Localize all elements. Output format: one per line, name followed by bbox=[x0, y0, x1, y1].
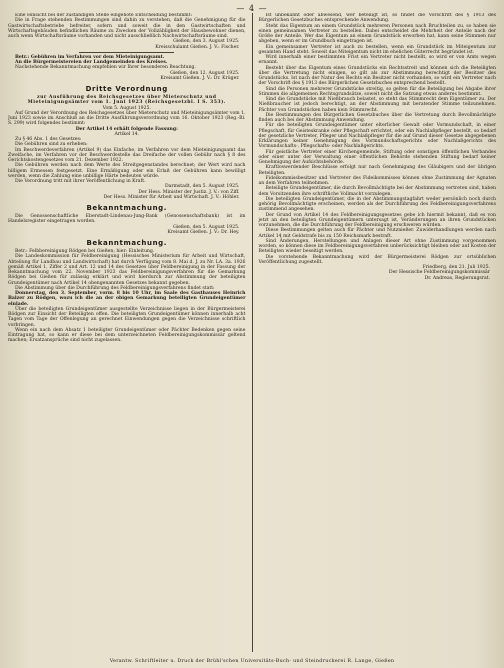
signature: Der Hessische Feldbereinigungskommissär bbox=[388, 270, 490, 276]
paragraph: Die Landeskommission für Feldbereinigung (Hessisches Ministerium für Arbeit und Wirtschaft, Abteilung für Landbau und Landwirtschaft) hat durch Verfügung vom 8. Mai d. J. zu Nr. LA. 3a. 1926 gemäß Artikel 1, Ziffer 2 und Art. 12 und 14 des Gesetzes über Feldbereinigung in der Fassung der Bekanntmachung vom 22. November 1923 das Feldbereinigungsverfahren für die Gemarkung Rödgen bei Gießen für zulässig erklärt und wird hierdurch zur Abstimmung der beteiligten Grundeigentümer nach Artikel 14 obengenannten Gesetzes bekannt gegeben. bbox=[8, 254, 246, 286]
paragraph: Die vorstehende Bekanntmachung wird der Bürgermeisterei Rödgen zur ortsüblichen Veröffentlichung zugestellt. bbox=[258, 254, 496, 265]
section-heading: Bekanntmachung. bbox=[86, 204, 168, 212]
divider bbox=[79, 52, 174, 53]
signature: Dr. Andreas, Regierungsrat. bbox=[424, 275, 490, 281]
signature: Der Hess. Minister der Justiz. J. V.: von Ziff. bbox=[138, 189, 240, 195]
signature: Der Hess. Minister für Arbeit und Wirtschaft. J. V.: Höhler. bbox=[103, 194, 240, 200]
paragraph: Eine Hinsicht bei der zuständigen Stelle eingehöte Entscheidung bestimmt: bbox=[15, 13, 193, 18]
paragraph: Sind die Personen mehrerer Grundstücke streitig, so gelten für die Beteiligung bei Abgabe ihrer Stimmen die allgemeinen Rechtsgrundsätze, soweit nicht die Satzung etwas anderes bestimmt. bbox=[258, 86, 496, 97]
paragraph: Über die beteiligten Grundeigentümer ausgestellte Verzeichnisse liegen in der Bürgermeisterei Rödgen zur Einsicht der Beteiligten offen. Die beteiligten Grundeigentümer können innerhalb acht Tagen vom Tage der Offenlegung an gerechnet Einwendungen gegen die Verzeichnisse schriftlich vorbringen. bbox=[8, 306, 246, 328]
paragraph: Kraftloswerdender Beschlüsse erfolgt nur nach Genehmigung des Gläubigers und der übrigen Beteiligten. bbox=[258, 165, 496, 176]
paragraph: Sind Änderungen, Herstellungen und Anlagen dieser Art ohne Zustimmung vorgenommen worden, so können diese im Feldbereinigungsverfahren unberücksichtigt bleiben oder auf Kosten der Beteiligten wieder beseitigt werden. bbox=[258, 238, 496, 255]
addressee-line: An die Bürgermeistereien der Landgemeinden des Kreises. bbox=[15, 60, 168, 65]
page-number: — 4 — bbox=[236, 4, 268, 13]
paragraph: Die Gebühren werden nach dem Werte des Streitgegenstandes berechnet; der Wert wird nach billigem Ermessen festgesetzt. Eine Ermäßigung oder ein Erlaß der Gebühren kann bewilligt werden, wenn die Zahlung eine unbillige Härte bedeuten würde. bbox=[8, 163, 246, 179]
paragraph: Für geistliche Vertreter einer Kirchengemeinde, Stiftung oder sonstigen öffentlichen Verbandes oder einer unter der Verwaltung einer öffentlichen Behörde stehenden Stiftung bedarf keiner Genehmigung der Aufsichtsbehörde. bbox=[258, 149, 496, 165]
date-line: Vom 5. August 1925. bbox=[102, 105, 151, 111]
right-column bbox=[253, 13, 497, 652]
article-line: Der Artikel 14 erhält folgende Fassung: bbox=[75, 126, 178, 132]
date-line: Gießen, den 3. August 1925. bbox=[173, 39, 240, 45]
paragraph: Wenn ein nach dem Absatz 1 beteiligter Grundeigentümer oder Pächter Bedenken gegen seine Eintragung hat, so kann er diese bei dem unterzeichneten Feldbereinigungskommissär geltend machen; Ersatzansprüche sind nicht zugelassen. bbox=[8, 327, 246, 344]
printer-imprint: Verantw. Schriftleiter u. Druck der Brühl'schen Universitäts-Buch- und Steindruckerei R. Lange, Gießen bbox=[109, 659, 395, 664]
paragraph: Die Bestimmungen des Bürgerlichen Gesetzbuches über die Vertretung durch Bevollmächtigte finden auch bei der Abstimmung Anwendung. bbox=[258, 112, 496, 123]
paragraph: Zu § 46 Abs. 1 des Gesetzes: bbox=[15, 137, 82, 142]
paragraph: Besteht über das Eigentum eines Grundstücks ein Rechtsstreit und können sich die Beteiligten über die Vertretung nicht einigen, so gilt als zur Abstimmung berechtigt der Besitzer des Grundstücks. Ist nach der Natur des Rechts ein Besitzer nicht vorhanden, so wird ein Vertreter nach der Vorschrift des § 1913 des Bürgerlichen Gesetzbuches entsprechend bestellt. bbox=[258, 65, 496, 87]
paragraph: Fideikommissbesitzer und Vertreter des Fideikommisses können ohne Zustimmung der Agnaten an dem Verfahren teilnehmen. bbox=[258, 175, 496, 186]
article-title: Artikel 14. bbox=[114, 131, 140, 137]
paragraph: Die Verordnung tritt mit ihrer Veröffentlichung in Kraft. bbox=[15, 179, 146, 184]
paragraph: Nachstehende Bekanntmachung empfehlen wir Ihrer besonderen Beachtung. bbox=[15, 65, 196, 71]
paragraph: Donnerstag, den 3. September, vorm. 8 bis 10 Uhr, im Saale des Gasthauses Heinrich Balzer zu Rödgen, wozu ich die an der obigen Gemarkung beteiligten Grundeigentümer einlade. bbox=[8, 291, 246, 307]
paragraph: Steht das Eigentum an einem Grundstück mehreren Personen nach Bruchteilen zu, so haben sie einen gemeinsamen Vertreter zu bestellen. Dabei entscheidet die Mehrheit der Anteile nach der Größe der Anteile. Wer das Eigentum an einem Grundstück erworben hat, kann seine Stimmen nur abgeben, wenn er im Grundbuch eingetragen ist. bbox=[258, 23, 496, 45]
paragraph: Wird innerhalb einer bestimmten Frist ein Vertreter nicht bestellt, so wird er von Amts wegen ernannt. bbox=[258, 55, 496, 66]
date-line: Darmstadt, den 5. August 1925. bbox=[164, 184, 240, 190]
paragraph: Beteiligte Grundeigentümer, die durch Bevollmächtigte bei der Abstimmung vertreten sind, haben dem Vorsitzenden ihre schriftliche Vollmacht vorzulegen. bbox=[258, 186, 496, 197]
paragraph: Ist unbekannt oder abwesend, wer beteiligt ist, so findet die Vorschrift des § 1913 des Bürgerlichen Gesetzbuches entsprechende Anwendung. bbox=[258, 13, 496, 24]
paragraph: Die in Frage stehenden Bestimmungen sind dahin zu verstehen, daß die Genehmigung für die Gastwirtschaftsbetriebe befreiter, sofern und soweit die in den Gastwirtschaften und Wirtschaftsgebäuden befindlichen Räume zu Zwecken der Vollzähligkeit der Hausbewohner dienen, auch wenn Wirtschaftsräume vorhanden und nicht ausschließlich Nachwirtschaftsräume sind. bbox=[8, 18, 246, 39]
paragraph: Sind die Grundstücke mit Nießbrauch belastet, so steht das Stimmrecht dem Eigentümer zu. Der Nießbraucher ist jedoch berechtigt, an der Abstimmung mit beratender Stimme teilzunehmen. Pächter von Grundstücken haben kein Stimmrecht. bbox=[258, 97, 496, 113]
paragraph: Die Abstimmung über die Durchführung des Feldbereinigungsverfahrens findet statt: bbox=[15, 285, 215, 291]
section-heading: Dritte Verordnung bbox=[85, 85, 168, 93]
date-line: Friedberg, den 21. Juli 1925. bbox=[422, 265, 490, 270]
paragraph: Im Beschwerdeverfahren (Artikel 9) das Einfache, im Verfahren vor dem Mieteinigungsamt das Zweifache, im Verfahren vor der Beschwerdestelle das Dreifache der vollen Gebühr nach § 8 des Gerichtskostengesetzes vom 21. Dezember 1922. bbox=[8, 147, 246, 163]
paragraph: Auf Grund der Verordnung des Reichsgesetzes über Mieterschutz und Mieteinigungsämter vom 1. Juni 1923 sowie im Anschluß an die Dritte Ausführungsverordnung vom 16. Oktober 1923 (Reg.-Bl. S. 299) wird folgendes bestimmt: bbox=[8, 110, 246, 127]
signature: Kreisamt Gießen. J. V.: Dr. Krüger. bbox=[160, 75, 240, 81]
paragraph: Die beteiligten Grundeigentümer, die in der Abstimmungstagfahrt weder persönlich noch durch gehörig Bevollmächtigte erscheinen, werden als der Durchführung des Feldbereinigungsverfahrens zustimmend angesehen. bbox=[258, 196, 496, 213]
signature: Kreisamt Gießen. J. V.: Dr. Hey. bbox=[167, 229, 240, 235]
paragraph: Die Gebühren sind zu erheben: bbox=[15, 142, 88, 148]
left-column bbox=[8, 13, 252, 652]
date-line: Gießen, den 5. August 1925. bbox=[173, 224, 240, 230]
paragraph: Die Genossenschaftliche Eberstadt-Lindenau-Jung-Bank (Genossenschaftsbank) ist im Handelsregister eingetragen worden. bbox=[8, 214, 246, 225]
paragraph: Betr.: Felbbereinigung Rödgen bei Gießen; hier: Einleitung. bbox=[15, 249, 155, 254]
paragraph: Für die beteiligten Grundeigentümer unter elterlicher Gewalt oder Vormundschaft, in einer Pflegschaft, für Geisteskranke oder Pflegschaft errichtet, oder ein Nachlaßpfleger bestellt, so bedarf der gesetzliche Vertreter, Pfleger und Nachlaßpfleger für die auf Grund dieser Gesetze abgegebenen Erklärungen keiner Genehmigung des Vormundschaftsgerichts oder Nachlaßgerichts des Vormundschafts-, Pflegschafts- oder Nachlaßgerichts. bbox=[258, 123, 496, 150]
section-heading: Bekanntmachung. bbox=[86, 239, 168, 247]
signature: Kreisschulamt Gießen. J. V.: Fischer. bbox=[155, 44, 240, 50]
text-columns bbox=[8, 13, 496, 652]
subject-line: Betr.: Gebühren im Verfahren vor dem Mieteinigungsamt. bbox=[15, 54, 165, 60]
section-subheading: zur Ausführung des Reichsgesetzes über Mieterschutz und Mieteinigungsämter vom 1. Juni 1923 (Reichsgesetzbl. I S. 353). bbox=[27, 95, 226, 106]
paragraph: Der Grund von Artikel 14 des Feldbereinigungsgesetzes gebe ich hiermit bekannt, daß es von jetzt an den beteiligten Grundeigentümern untersagt ist, Veränderungen an ihren Grundstücken vorzunehmen, die die Durchführung der Feldbereinigung erschweren würden. bbox=[258, 212, 496, 228]
paragraph: Diese Bestimmungen gelten auch für Pächter und Nutznießer. Zuwiderhandlungen werden nach Artikel 14 mit Geldstrafe bis zu 150 Reichsmark bestraft. bbox=[258, 228, 496, 239]
date-line: Gießen, den 12. August 1925. bbox=[170, 70, 240, 76]
paragraph: Ein gemeinsamer Vertreter ist auch zu bestellen, wenn ein Grundstück im Miteigentum zur gesamten Hand steht. Soweit das Miteigentum nicht im ehelichen Güterrecht begründet ist. bbox=[258, 44, 496, 55]
